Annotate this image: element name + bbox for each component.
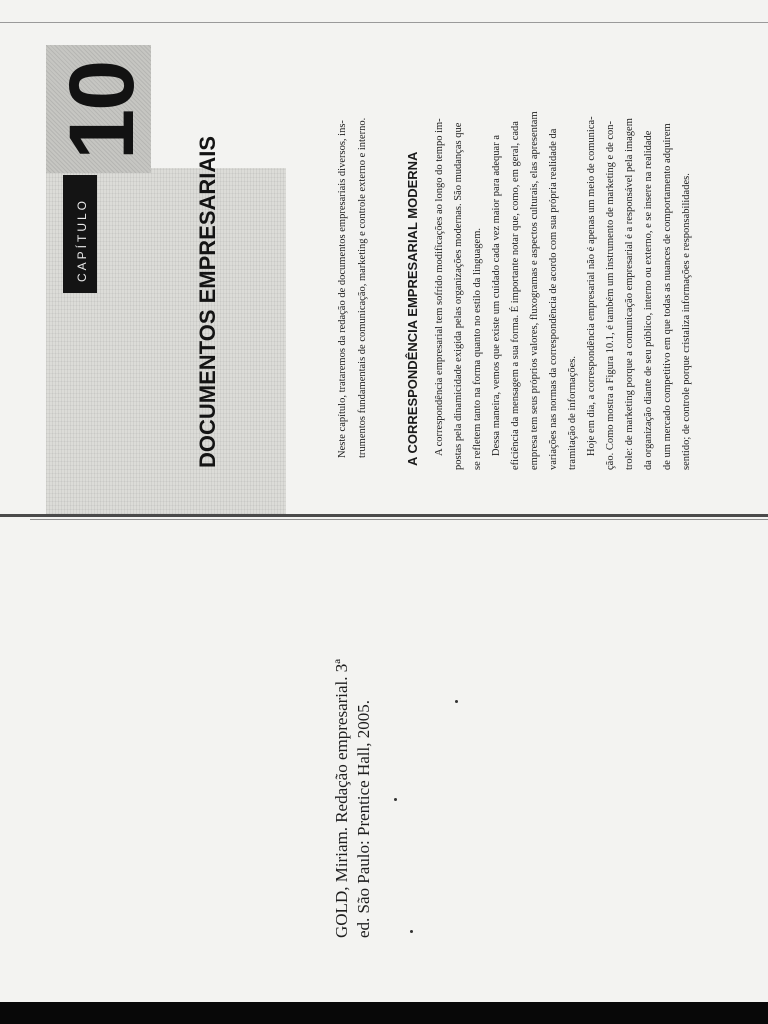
citation-line: ed. São Paulo: Prentice Hall, 2005.: [354, 700, 373, 938]
scan-speck: [410, 930, 413, 933]
section-line: Hoje em dia, a correspondência empresarial não é apenas um meio de comunica-: [586, 116, 597, 456]
section-line: trole: de marketing porque a comunicação empresarial é a responsável pela imagem: [624, 118, 635, 470]
scan-speck: [394, 798, 397, 801]
section-line: variações nas normas da correspondência de acordo com sua própria realidade da: [548, 128, 559, 470]
chapter-label: CAPÍTULO: [75, 197, 89, 282]
section-line: eficiência da mensagem a sua forma. É importante notar que, como, em geral, cada: [510, 121, 521, 470]
top-rule: [0, 22, 768, 23]
section-line: A correspondência empresarial tem sofrido modificações ao longo do tempo im-: [434, 118, 445, 456]
scan-bottom-edge: [0, 1002, 768, 1024]
section-line: sentido; de controle porque cristaliza informações e responsabilidades.: [681, 173, 692, 470]
intro-line: trumentos fundamentais de comunicação, marketing e controle externo e interno.: [357, 117, 368, 458]
citation-line: GOLD, Miriam. Redação empresarial. 3ª: [332, 659, 351, 938]
section-line: se refletem tanto na forma quanto no estilo da linguagem.: [472, 227, 483, 470]
chapter-number: 10: [51, 61, 153, 160]
section-line: de um mercado competitivo em que todas as nuances de comportamento adquirem: [662, 123, 673, 470]
page-fold-line: [0, 514, 768, 517]
section-line: da organização diante de seu público, interno ou externo, e se insere na realidade: [643, 130, 654, 470]
intro-line: Neste capítulo, trataremos da redação de documentos empresariais diversos, ins-: [337, 120, 348, 458]
scan-speck: [455, 700, 458, 703]
section-line: tramitação de informações.: [567, 356, 578, 470]
section-line: postas pela dinamicidade exigida pelas organizações modernas. São mudanças que: [453, 122, 464, 470]
section-heading: A CORRESPONDÊNCIA EMPRESARIAL MODERNA: [405, 151, 420, 466]
chapter-title: DOCUMENTOS EMPRESARIAIS: [195, 135, 220, 468]
section-line: empresa tem seus próprios valores, fluxogramas e aspectos culturais, elas apresentam: [529, 111, 540, 470]
section-line: Dessa maneira, vemos que existe um cuidado cada vez maior para adequar a: [491, 135, 502, 456]
section-line: ção. Como mostra a Figura 10.1, é também um instrumento de marketing e de con-: [605, 120, 616, 470]
page-fold-shadow: [30, 519, 768, 520]
